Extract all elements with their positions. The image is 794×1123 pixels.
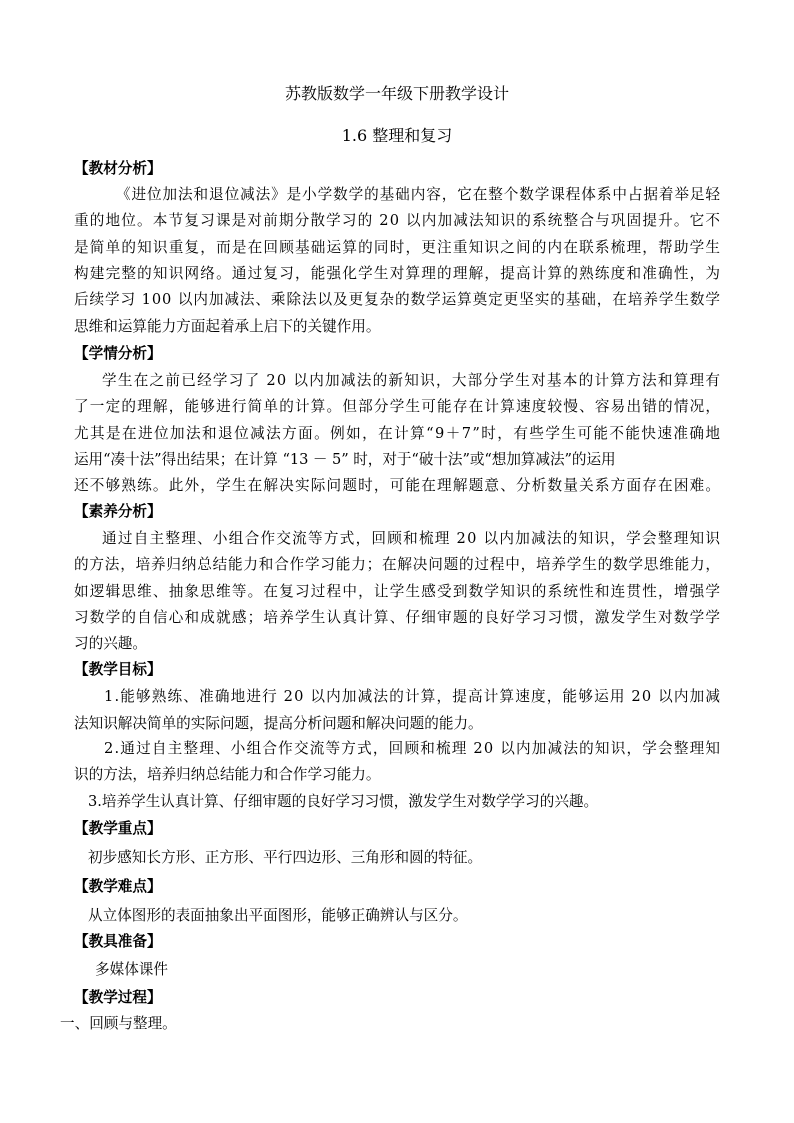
heading-text: 【学情分析】 [74, 345, 162, 362]
paragraph-line [0, 446, 794, 474]
paragraph-line [0, 551, 794, 579]
paragraph-line [0, 420, 794, 448]
line-text: 的方法，培养归纳总结能力和合作学习能力；在解决问题的过程中，培养学生的数学思维能力， [74, 556, 721, 573]
section-heading [0, 984, 794, 1012]
line-text: 习数学的自信心和成就感；培养学生认真计算、仔细审题的良好学习习惯，激发学生对数学学 [74, 609, 722, 626]
line-text: 通过自主整理、小组合作交流等方式，回顾和梳理 20 以内加减法的知识，学会整理知识 [102, 530, 722, 547]
paragraph-line [0, 710, 794, 738]
paragraph-line [0, 313, 794, 341]
line-text: 初步感知长方形、正方形、平行四边形、三角形和圆的特征。 [88, 849, 483, 866]
paragraph-line [0, 207, 794, 235]
paragraph-line [0, 234, 794, 262]
line-text: 运用“凑十法”得出结果；在计算 “13 － 5” 时，对于“破十法”或“想加算减法”的运用 [74, 451, 616, 468]
line-text: 如逻辑思维、抽象思维等。在复习过程中，让学生感受到数学知识的系统性和连贯性，增强学 [74, 583, 722, 600]
paragraph-line [0, 367, 794, 395]
section-heading [0, 928, 794, 956]
line-text: 重的地位。本节复习课是对前期分散学习的 20 以内加减法知识的系统整合与巩固提升。它不 [74, 212, 722, 229]
paragraph-line [0, 844, 794, 872]
paragraph-line [0, 956, 794, 984]
heading-text: 【教材分析】 [74, 160, 162, 177]
heading-text: 【教具准备】 [74, 933, 162, 950]
paragraph-line [0, 260, 794, 288]
section-heading [0, 498, 794, 526]
line-text: 《进位加法和退位减法》是小学数学的基础内容，它在整个数学课程体系中占据着举足轻 [116, 186, 721, 203]
paragraph-line [0, 761, 794, 789]
paragraph-line [0, 1010, 794, 1038]
heading-text: 【教学难点】 [74, 878, 162, 895]
line-text: 法知识解决简单的实际问题，提高分析问题和解决问题的能力。 [74, 715, 483, 732]
line-text: 一、回顾与整理。 [60, 1015, 177, 1032]
paragraph-line [0, 286, 794, 314]
section-heading [0, 155, 794, 183]
line-text: 3.培养学生认真计算、仔细审题的良好学习习惯，激发学生对数学学习的兴趣。 [88, 793, 599, 810]
line-text: 尤其是在进位加法和退位减法方面。例如，在计算“9＋7”时，有些学生可能不能快速准确地 [74, 425, 722, 442]
line-text: 学生在之前已经学习了 20 以内加减法的新知识，大部分学生对基本的计算方法和算理有 [102, 372, 722, 389]
heading-text: 【教学过程】 [74, 989, 162, 1006]
line-text: 2.通过自主整理、小组合作交流等方式，回顾和梳理 20 以内加减法的知识，学会整理知 [104, 740, 722, 757]
line-text: 还不够熟练。此外，学生在解决实际问题时，可能在理解题意、分析数量关系方面存在困难。 [74, 477, 722, 494]
heading-text: 【教学目标】 [74, 661, 162, 678]
paragraph-line [0, 181, 794, 209]
line-text: 是简单的知识重复，而是在回顾基础运算的同时，更注重知识之间的内在联系梳理，帮助学生 [74, 239, 722, 256]
section-heading [0, 656, 794, 684]
document-title: 苏教版数学一年级下册教学设计 [284, 84, 509, 103]
paragraph-line [0, 393, 794, 421]
document-subtitle: 1.6 整理和复习 [341, 126, 453, 145]
paragraph-line [0, 683, 794, 711]
paragraph-line [0, 525, 794, 553]
paragraph-line [0, 472, 794, 500]
line-text: 了一定的理解，能够进行简单的计算。但部分学生可能存在计算速度较慢、容易出错的情况， [74, 398, 722, 415]
heading-text: 【教学重点】 [74, 820, 162, 837]
paragraph-line [0, 788, 794, 816]
line-text: 习的兴趣。 [74, 635, 147, 652]
line-text: 思维和运算能力方面起着承上启下的关键作用。 [74, 318, 381, 335]
paragraph-line [0, 604, 794, 632]
line-text: 构建完整的知识网络。通过复习，能强化学生对算理的理解，提高计算的熟练度和准确性，为 [74, 265, 722, 282]
line-text: 多媒体课件 [95, 961, 168, 978]
section-heading [0, 340, 794, 368]
section-heading [0, 873, 794, 901]
paragraph-line [0, 578, 794, 606]
line-text: 后续学习 100 以内加减法、乘除法以及更复杂的数学运算奠定更坚实的基础，在培养学生数学 [74, 291, 721, 308]
paragraph-line [0, 630, 794, 658]
heading-text: 【素养分析】 [74, 503, 162, 520]
section-heading [0, 815, 794, 843]
line-text: 从立体图形的表面抽象出平面图形，能够正确辨认与区分。 [88, 907, 468, 924]
paragraph-line [0, 902, 794, 930]
paragraph-line [0, 735, 794, 763]
line-text: 识的方法，培养归纳总结能力和合作学习能力。 [74, 766, 381, 783]
line-text: 1.能够熟练、准确地进行 20 以内加减法的计算，提高计算速度，能够运用 20 以内加减 [104, 688, 722, 705]
